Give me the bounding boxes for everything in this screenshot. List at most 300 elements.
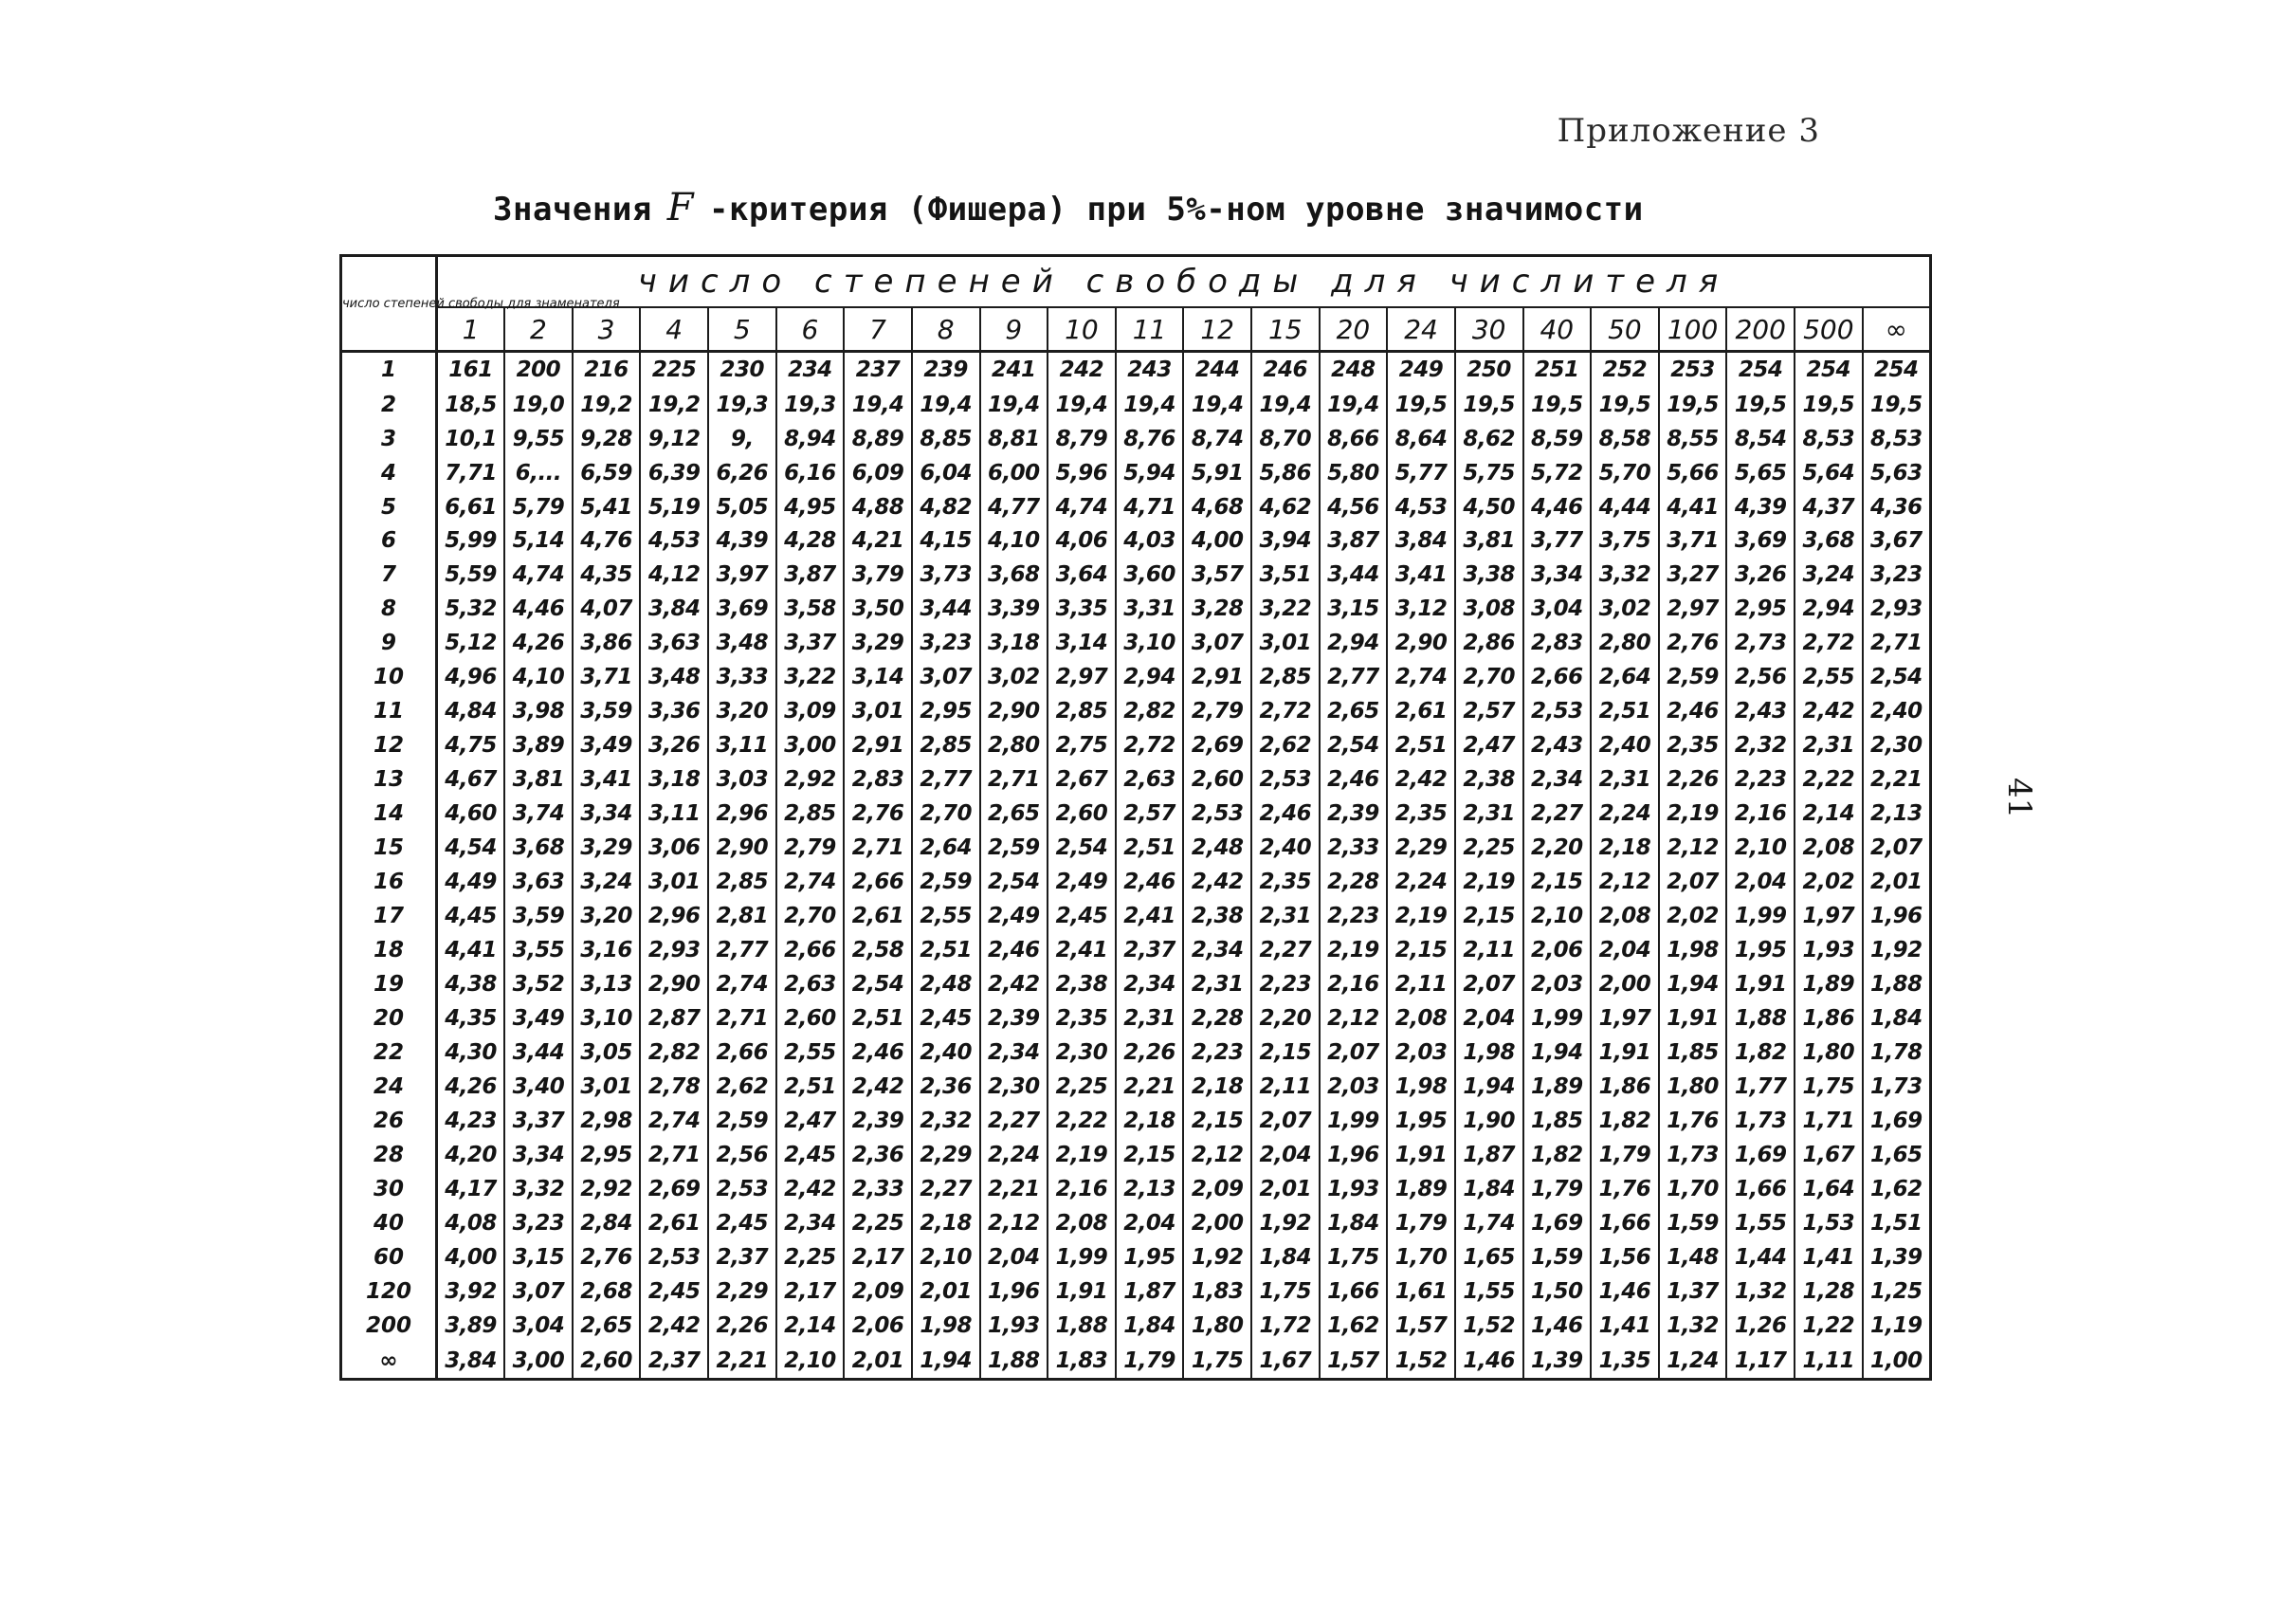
table-cell: 2,31 [1251, 899, 1320, 933]
table-cell: 8,74 [1183, 422, 1251, 456]
table-cell: 4,39 [1726, 490, 1795, 524]
table-cell: 1,55 [1726, 1206, 1795, 1240]
table-cell: 1,67 [1795, 1138, 1863, 1172]
table-cell: 2,69 [1183, 728, 1251, 762]
table-cell: 3,41 [1387, 558, 1455, 592]
table-cell: 3,41 [573, 762, 641, 797]
table-cell: 4,96 [437, 660, 505, 694]
table-cell: 2,74 [776, 865, 845, 899]
table-cell: 8,76 [1116, 422, 1184, 456]
column-header: 10 [1048, 307, 1116, 352]
column-header-row [341, 307, 1931, 352]
table-cell: 3,75 [1591, 524, 1659, 559]
table-cell: 2,13 [1116, 1172, 1184, 1206]
table-cell: 3,31 [1116, 592, 1184, 626]
table-cell: 3,48 [708, 626, 776, 660]
table-cell: 1,84 [1251, 1240, 1320, 1274]
table-cell: 3,04 [504, 1309, 573, 1343]
table-cell: 2,40 [912, 1036, 980, 1070]
table-cell: 1,88 [1726, 1001, 1795, 1036]
table-cell: 3,69 [708, 592, 776, 626]
table-cell: 4,00 [437, 1240, 505, 1274]
table-cell: 252 [1591, 352, 1659, 388]
title-suffix: -критерия (Фишера) при 5%-ном уровне значимости [709, 191, 1644, 229]
table-cell: 1,75 [1183, 1343, 1251, 1379]
table-cell: 3,52 [504, 967, 573, 1001]
table-cell: 1,59 [1659, 1206, 1727, 1240]
table-cell: 3,24 [573, 865, 641, 899]
table-cell: 1,65 [1455, 1240, 1523, 1274]
table-cell: 3,07 [912, 660, 980, 694]
table-cell: 2,53 [708, 1172, 776, 1206]
table-cell: 3,92 [437, 1274, 505, 1309]
table-cell: 5,64 [1795, 456, 1863, 490]
table-cell: 2,57 [1116, 797, 1184, 831]
row-header: 9 [341, 626, 437, 660]
table-cell: 3,02 [980, 660, 1048, 694]
table-cell: 1,44 [1726, 1240, 1795, 1274]
table-cell: 2,35 [1659, 728, 1727, 762]
table-cell: 2,17 [776, 1274, 845, 1309]
table-cell: 1,69 [1726, 1138, 1795, 1172]
table-cell: 8,53 [1863, 422, 1931, 456]
table-cell: 1,48 [1659, 1240, 1727, 1274]
table-cell: 3,69 [1726, 524, 1795, 559]
row-header: 60 [341, 1240, 437, 1274]
table-cell: 19,5 [1455, 388, 1523, 422]
table-cell: 4,38 [437, 967, 505, 1001]
table-cell: 1,79 [1387, 1206, 1455, 1240]
row-header: 10 [341, 660, 437, 694]
table-cell: 2,21 [708, 1343, 776, 1379]
row-header: 3 [341, 422, 437, 456]
table-cell: 248 [1320, 352, 1388, 388]
column-header: 200 [1726, 307, 1795, 352]
table-cell: 1,56 [1591, 1240, 1659, 1274]
table-cell: 3,51 [1251, 558, 1320, 592]
table-cell: 2,18 [912, 1206, 980, 1240]
table-cell: 1,26 [1726, 1309, 1795, 1343]
row-header: 17 [341, 899, 437, 933]
table-cell: 4,20 [437, 1138, 505, 1172]
table-cell: 2,31 [1591, 762, 1659, 797]
table-cell: 2,83 [1523, 626, 1592, 660]
table-cell: 1,32 [1659, 1309, 1727, 1343]
table-cell: 1,59 [1523, 1240, 1592, 1274]
table-cell: 6,04 [912, 456, 980, 490]
table-cell: 1,22 [1795, 1309, 1863, 1343]
table-cell: 2,62 [708, 1070, 776, 1104]
table-cell: 2,46 [1116, 865, 1184, 899]
table-cell: 1,46 [1455, 1343, 1523, 1379]
table-cell: 2,76 [844, 797, 912, 831]
table-cell: 4,60 [437, 797, 505, 831]
table-cell: 2,55 [1795, 660, 1863, 694]
table-cell: 3,11 [640, 797, 708, 831]
column-header: 24 [1387, 307, 1455, 352]
table-cell: 2,21 [1116, 1070, 1184, 1104]
table-row [341, 694, 1931, 728]
table-cell: 2,28 [1183, 1001, 1251, 1036]
table-cell: 2,31 [1795, 728, 1863, 762]
table-cell: 1,52 [1387, 1343, 1455, 1379]
table-cell: 1,98 [1387, 1070, 1455, 1104]
table-cell: 2,42 [640, 1309, 708, 1343]
table-cell: 2,19 [1048, 1138, 1116, 1172]
table-cell: 2,43 [1726, 694, 1795, 728]
table-cell: 3,50 [844, 592, 912, 626]
table-cell: 2,55 [912, 899, 980, 933]
table-cell: 3,14 [844, 660, 912, 694]
column-header: 500 [1795, 307, 1863, 352]
table-cell: 2,40 [1251, 831, 1320, 865]
table-row [341, 899, 1931, 933]
table-row [341, 456, 1931, 490]
table-cell: 4,08 [437, 1206, 505, 1240]
title-prefix: Значения [493, 191, 652, 229]
table-cell: 5,32 [437, 592, 505, 626]
table-cell: 4,10 [504, 660, 573, 694]
table-cell: 1,84 [1116, 1309, 1184, 1343]
table-cell: 2,83 [844, 762, 912, 797]
column-header: 1 [437, 307, 505, 352]
table-cell: 2,37 [640, 1343, 708, 1379]
table-cell: 1,80 [1183, 1309, 1251, 1343]
table-cell: 3,33 [708, 660, 776, 694]
table-cell: 2,51 [1116, 831, 1184, 865]
table-cell: 3,10 [1116, 626, 1184, 660]
table-cell: 249 [1387, 352, 1455, 388]
table-cell: 2,03 [1387, 1036, 1455, 1070]
table-cell: 3,57 [1183, 558, 1251, 592]
table-cell: 2,54 [1048, 831, 1116, 865]
table-cell: 2,63 [1116, 762, 1184, 797]
table-cell: 2,64 [912, 831, 980, 865]
table-cell: 2,14 [1795, 797, 1863, 831]
table-cell: 8,53 [1795, 422, 1863, 456]
table-cell: 4,53 [1387, 490, 1455, 524]
table-cell: 254 [1795, 352, 1863, 388]
table-cell: 3,22 [776, 660, 845, 694]
table-cell: 2,32 [912, 1104, 980, 1138]
table-cell: 3,87 [1320, 524, 1388, 559]
page-title [493, 186, 1668, 229]
table-cell: 3,84 [1387, 524, 1455, 559]
table-cell: 2,10 [1523, 899, 1592, 933]
table-cell: 1,50 [1523, 1274, 1592, 1309]
table-row [341, 933, 1931, 967]
table-cell: 2,63 [776, 967, 845, 1001]
table-cell: 1,88 [1048, 1309, 1116, 1343]
table-cell: 4,50 [1455, 490, 1523, 524]
table-cell: 2,94 [1320, 626, 1388, 660]
table-cell: 3,94 [1251, 524, 1320, 559]
table-cell: 1,95 [1387, 1104, 1455, 1138]
table-cell: 1,00 [1863, 1343, 1931, 1379]
table-cell: 8,62 [1455, 422, 1523, 456]
table-cell: 4,56 [1320, 490, 1388, 524]
table-cell: 5,66 [1659, 456, 1727, 490]
table-cell: 3,15 [1320, 592, 1388, 626]
table-cell: 2,36 [844, 1138, 912, 1172]
table-cell: 2,40 [1591, 728, 1659, 762]
table-cell: 1,91 [1387, 1138, 1455, 1172]
table-cell: 6,26 [708, 456, 776, 490]
table-row [341, 967, 1931, 1001]
table-cell: 244 [1183, 352, 1251, 388]
row-header: 16 [341, 865, 437, 899]
table-cell: 2,30 [1863, 728, 1931, 762]
row-header: 120 [341, 1274, 437, 1309]
row-header: 2 [341, 388, 437, 422]
table-cell: 4,30 [437, 1036, 505, 1070]
table-cell: 3,63 [640, 626, 708, 660]
row-header: 24 [341, 1070, 437, 1104]
table-cell: 1,74 [1455, 1206, 1523, 1240]
table-cell: 3,13 [573, 967, 641, 1001]
table-cell: 4,36 [1863, 490, 1931, 524]
table-cell: 161 [437, 352, 505, 388]
table-cell: 19,2 [573, 388, 641, 422]
table-cell: 1,87 [1116, 1274, 1184, 1309]
table-cell: 2,10 [776, 1343, 845, 1379]
table-cell: 2,07 [1320, 1036, 1388, 1070]
table-cell: 2,94 [1116, 660, 1184, 694]
table-cell: 1,70 [1387, 1240, 1455, 1274]
table-cell: 2,25 [1048, 1070, 1116, 1104]
table-cell: 3,60 [1116, 558, 1184, 592]
table-cell: 1,96 [1320, 1138, 1388, 1172]
table-cell: 2,45 [708, 1206, 776, 1240]
table-cell: 1,75 [1795, 1070, 1863, 1104]
table-cell: 2,51 [912, 933, 980, 967]
table-cell: 2,39 [844, 1104, 912, 1138]
table-cell: 1,82 [1591, 1104, 1659, 1138]
table-cell: 2,94 [1795, 592, 1863, 626]
table-cell: 2,16 [1726, 797, 1795, 831]
table-cell: 1,96 [980, 1274, 1048, 1309]
table-cell: 2,19 [1455, 865, 1523, 899]
table-cell: 2,06 [844, 1309, 912, 1343]
table-cell: 5,41 [573, 490, 641, 524]
table-cell: 2,71 [708, 1001, 776, 1036]
table-cell: 5,77 [1387, 456, 1455, 490]
table-cell: 2,04 [1251, 1138, 1320, 1172]
table-cell: 4,84 [437, 694, 505, 728]
table-cell: 8,55 [1659, 422, 1727, 456]
table-cell: 253 [1659, 352, 1727, 388]
table-cell: 4,26 [504, 626, 573, 660]
table-cell: 2,07 [1455, 967, 1523, 1001]
table-cell: 2,42 [844, 1070, 912, 1104]
table-cell: 2,82 [1116, 694, 1184, 728]
table-cell: 1,99 [1523, 1001, 1592, 1036]
table-cell: 5,65 [1726, 456, 1795, 490]
table-cell: 3,35 [1048, 592, 1116, 626]
table-cell: 2,32 [1726, 728, 1795, 762]
table-cell: 2,26 [1659, 762, 1727, 797]
table-cell: 2,74 [708, 967, 776, 1001]
table-cell: 1,46 [1523, 1309, 1592, 1343]
table-cell: 3,59 [573, 694, 641, 728]
table-cell: 1,93 [980, 1309, 1048, 1343]
table-cell: 2,08 [1795, 831, 1863, 865]
table-cell: 4,12 [640, 558, 708, 592]
table-cell: 4,28 [776, 524, 845, 559]
table-cell: 2,12 [980, 1206, 1048, 1240]
table-cell: 2,28 [1320, 865, 1388, 899]
table-cell: 2,45 [640, 1274, 708, 1309]
table-cell: 8,70 [1251, 422, 1320, 456]
table-cell: 1,84 [1455, 1172, 1523, 1206]
table-cell: 4,53 [640, 524, 708, 559]
table-cell: 1,41 [1591, 1309, 1659, 1343]
table-cell: 2,29 [1387, 831, 1455, 865]
table-cell: 2,66 [708, 1036, 776, 1070]
table-cell: 2,01 [1251, 1172, 1320, 1206]
table-cell: 2,58 [844, 933, 912, 967]
table-cell: 19,4 [1116, 388, 1184, 422]
table-cell: 3,03 [708, 762, 776, 797]
table-cell: 1,82 [1523, 1138, 1592, 1172]
table-cell: 2,48 [912, 967, 980, 1001]
table-cell: 3,44 [504, 1036, 573, 1070]
table-cell: 2,29 [912, 1138, 980, 1172]
table-cell: 5,96 [1048, 456, 1116, 490]
table-cell: 2,27 [1523, 797, 1592, 831]
table-cell: 2,48 [1183, 831, 1251, 865]
table-cell: 4,17 [437, 1172, 505, 1206]
table-cell: 3,68 [1795, 524, 1863, 559]
table-cell: 5,91 [1183, 456, 1251, 490]
table-cell: 1,75 [1320, 1240, 1388, 1274]
table-cell: 2,79 [776, 831, 845, 865]
table-cell: 1,69 [1863, 1104, 1931, 1138]
table-cell: 1,25 [1863, 1274, 1931, 1309]
table-cell: 1,55 [1455, 1274, 1523, 1309]
table-cell: 2,08 [1048, 1206, 1116, 1240]
table-cell: 2,60 [573, 1343, 641, 1379]
row-header: 5 [341, 490, 437, 524]
table-cell: 3,10 [573, 1001, 641, 1036]
table-cell: 3,74 [504, 797, 573, 831]
table-cell: 3,67 [1863, 524, 1931, 559]
table-cell: 2,51 [776, 1070, 845, 1104]
table-cell: 1,96 [1863, 899, 1931, 933]
table-row [341, 388, 1931, 422]
table-cell: 5,05 [708, 490, 776, 524]
table-cell: 2,12 [1591, 865, 1659, 899]
table-cell: 6,59 [573, 456, 641, 490]
table-cell: 4,76 [573, 524, 641, 559]
table-cell: 1,85 [1659, 1036, 1727, 1070]
column-header: 12 [1183, 307, 1251, 352]
table-cell: 2,71 [1863, 626, 1931, 660]
table-cell: 3,26 [1726, 558, 1795, 592]
table-cell: 2,15 [1116, 1138, 1184, 1172]
table-cell: 5,19 [640, 490, 708, 524]
table-cell: 246 [1251, 352, 1320, 388]
table-cell: 2,31 [1455, 797, 1523, 831]
table-cell: 3,63 [504, 865, 573, 899]
table-cell: 2,38 [1455, 762, 1523, 797]
table-cell: 2,61 [640, 1206, 708, 1240]
table-cell: 1,78 [1863, 1036, 1931, 1070]
table-cell: 1,24 [1659, 1343, 1727, 1379]
table-cell: 1,89 [1523, 1070, 1592, 1104]
table-cell: 2,10 [1726, 831, 1795, 865]
denominator-df-header: число степеней свободы для знаменателя [341, 256, 437, 352]
table-cell: 2,66 [776, 933, 845, 967]
table-cell: 2,49 [1048, 865, 1116, 899]
table-cell: 3,29 [573, 831, 641, 865]
table-cell: 1,87 [1455, 1138, 1523, 1172]
table-cell: 1,94 [912, 1343, 980, 1379]
table-cell: 9,55 [504, 422, 573, 456]
table-cell: 3,18 [640, 762, 708, 797]
table-cell: 2,84 [573, 1206, 641, 1240]
table-cell: 2,91 [844, 728, 912, 762]
table-cell: 3,89 [437, 1309, 505, 1343]
table-cell: 2,85 [1251, 660, 1320, 694]
table-cell: 2,12 [1183, 1138, 1251, 1172]
table-cell: 2,04 [1591, 933, 1659, 967]
table-cell: 3,16 [573, 933, 641, 967]
table-cell: 3,27 [1659, 558, 1727, 592]
table-cell: 1,66 [1726, 1172, 1795, 1206]
table-cell: 1,66 [1591, 1206, 1659, 1240]
table-cell: 1,70 [1659, 1172, 1727, 1206]
table-cell: 1,19 [1863, 1309, 1931, 1343]
table-cell: 2,46 [844, 1036, 912, 1070]
table-cell: 4,49 [437, 865, 505, 899]
table-cell: 2,18 [1183, 1070, 1251, 1104]
table-cell: 1,69 [1523, 1206, 1592, 1240]
table-cell: 239 [912, 352, 980, 388]
table-cell: 2,45 [1048, 899, 1116, 933]
table-cell: 2,59 [1659, 660, 1727, 694]
table-cell: 2,11 [1251, 1070, 1320, 1104]
page-number: 41 [2000, 778, 2038, 819]
table-cell: 1,35 [1591, 1343, 1659, 1379]
table-cell: 2,07 [1659, 865, 1727, 899]
table-cell: 1,17 [1726, 1343, 1795, 1379]
table-cell: 2,23 [1726, 762, 1795, 797]
table-cell: 6,00 [980, 456, 1048, 490]
table-cell: 2,02 [1795, 865, 1863, 899]
table-cell: 5,86 [1251, 456, 1320, 490]
table-cell: 4,54 [437, 831, 505, 865]
table-cell: 2,79 [1183, 694, 1251, 728]
table-cell: 1,57 [1387, 1309, 1455, 1343]
row-header: 18 [341, 933, 437, 967]
table-cell: 2,71 [980, 762, 1048, 797]
table-cell: 2,90 [1387, 626, 1455, 660]
table-cell: 4,74 [1048, 490, 1116, 524]
table-cell: 19,5 [1863, 388, 1931, 422]
table-cell: 2,72 [1251, 694, 1320, 728]
table-cell: 3,04 [1523, 592, 1592, 626]
table-cell: 4,74 [504, 558, 573, 592]
table-cell: 1,80 [1795, 1036, 1863, 1070]
table-cell: 2,78 [640, 1070, 708, 1104]
table-cell: 3,79 [844, 558, 912, 592]
row-header: 11 [341, 694, 437, 728]
table-cell: 1,84 [1863, 1001, 1931, 1036]
table-cell: 2,45 [776, 1138, 845, 1172]
table-cell: 2,97 [1659, 592, 1727, 626]
table-cell: 1,52 [1455, 1309, 1523, 1343]
